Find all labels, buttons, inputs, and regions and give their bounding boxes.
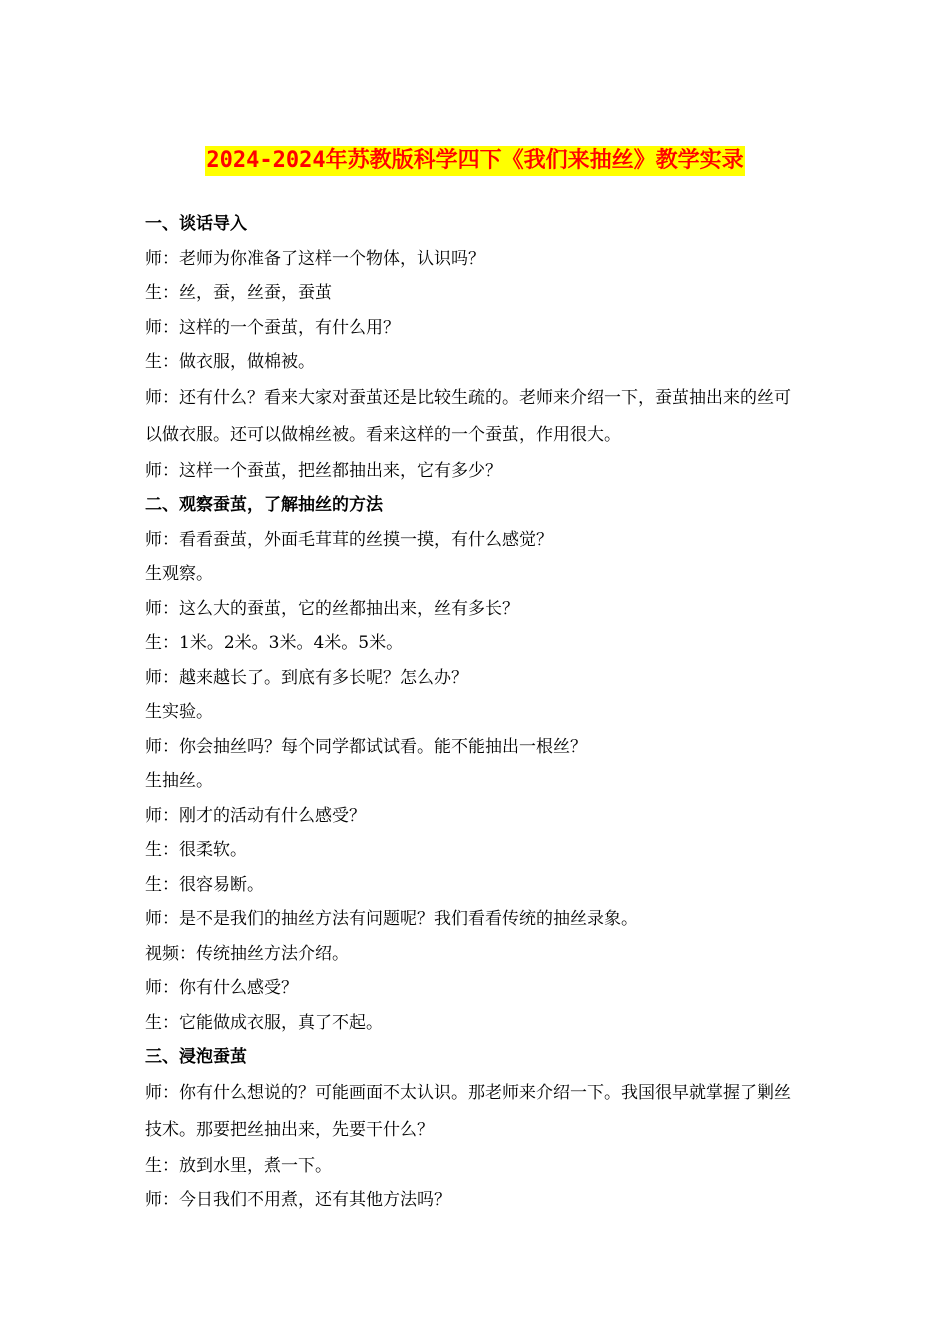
paragraph-line: 师：还有什么？看来大家对蚕茧还是比较生疏的。老师来介绍一下，蚕茧抽出来的丝可以做衣服。还可以做棉丝被。看来这样的一个蚕茧，作用很大。 [145,387,791,445]
paragraph-line: 师：这样一个蚕茧，把丝都抽出来，它有多少？ [145,460,502,481]
paragraph-line: 生抽丝。 [145,771,213,791]
paragraph-line: 师：你有什么想说的？可能画面不太认识。那老师来介绍一下。我国很早就掌握了剿丝技术。那要把丝抽出来，先要干什么？ [145,1082,791,1140]
paragraph-line: 师：是不是我们的抽丝方法有问题呢？我们看看传统的抽丝录象。 [145,909,638,929]
paragraph-line: 生：做衣服，做棉被。 [145,352,315,372]
title-container [0,146,950,176]
paragraph-line: 师：这么大的蚕茧，它的丝都抽出来，丝有多长？ [145,598,519,619]
paragraph-line: 师：今日我们不用煮，还有其他方法吗？ [145,1190,451,1210]
document-title: 2024-2024年苏教版科学四下《我们来抽丝》教学实录 [205,146,744,176]
paragraph-line: 师：老师为你准备了这样一个物体，认识吗？ [145,248,485,269]
section-heading: 一、谈话导入 [145,214,247,234]
paragraph-line: 师：这样的一个蚕茧，有什么用？ [145,317,400,338]
paragraph-line: 生：它能做成衣服，真了不起。 [145,1012,383,1033]
document-body [145,207,805,1218]
paragraph-line: 师：你会抽丝吗？每个同学都试试看。能不能抽出一根丝？ [145,736,587,757]
paragraph-line: 生：很柔软。 [145,840,247,860]
paragraph-line: 生：放到水里，煮一下。 [145,1155,332,1176]
paragraph-line: 生：1米。2米。3米。4米。5米。 [145,633,404,653]
paragraph-line: 生实验。 [145,702,213,722]
paragraph-line: 视频：传统抽丝方法介绍。 [145,943,349,964]
paragraph-line: 师：越来越长了。到底有多长呢？怎么办？ [145,667,468,688]
paragraph-line: 生：很容易断。 [145,874,264,895]
paragraph-line: 师：看看蚕茧，外面毛茸茸的丝摸一摸，有什么感觉？ [145,529,553,550]
paragraph-line: 生观察。 [145,564,213,584]
section-heading: 三、浸泡蚕茧 [145,1047,247,1067]
paragraph-line: 师：你有什么感受？ [145,978,298,998]
paragraph-line: 生：丝，蚕，丝蚕，蚕茧 [145,283,332,303]
section-heading: 二、观察蚕茧，了解抽丝的方法 [145,495,383,515]
paragraph-line: 师：刚才的活动有什么感受？ [145,805,366,826]
